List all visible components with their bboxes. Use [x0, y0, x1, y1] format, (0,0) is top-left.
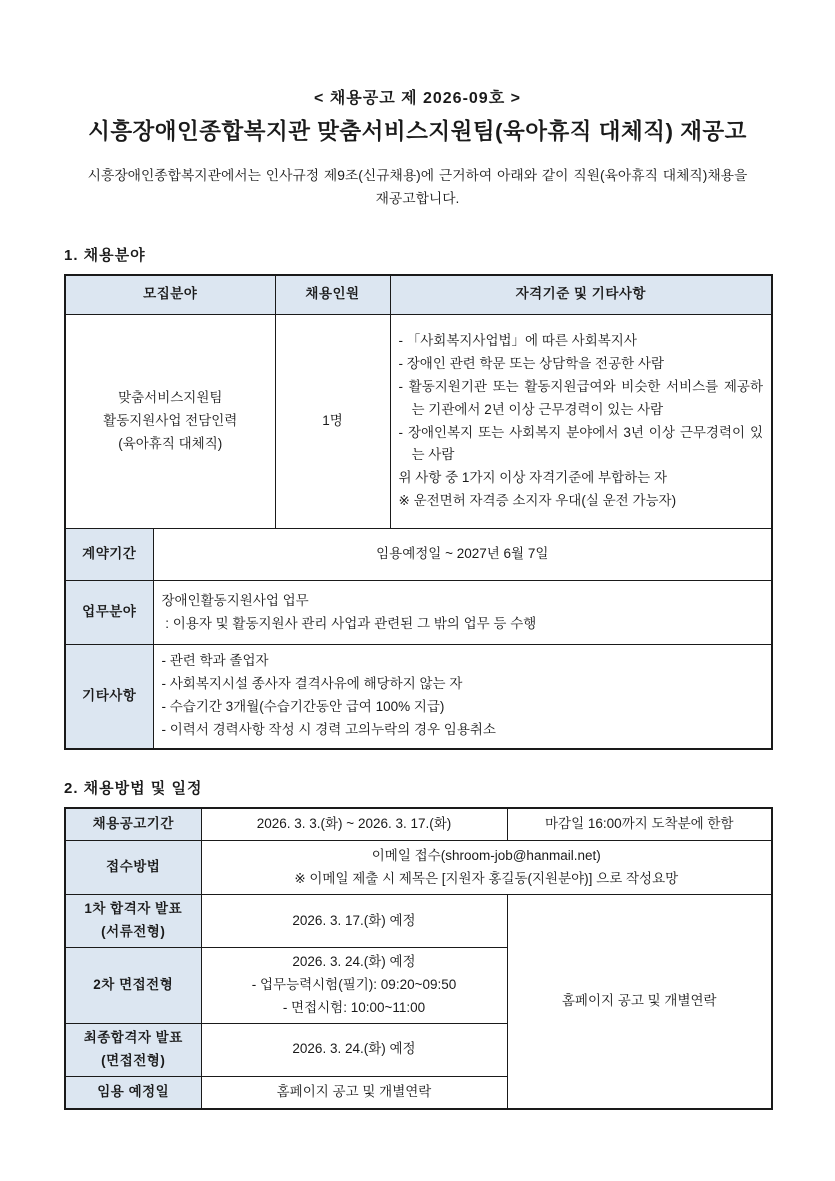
recruitment-table: [64, 274, 773, 750]
position-line: (육아휴직 대체직): [118, 436, 223, 452]
qualification-preference: ※ 운전면허 자격증 소지자 우대(실 운전 가능자): [398, 493, 677, 509]
qualification-item: - 장애인복지 또는 사회복지 분야에서 3년 이상 근무경력이 있는 사람: [398, 424, 764, 463]
other-note-item: - 관련 학과 졸업자: [161, 653, 269, 669]
label-second-interview: 2차 면접전형: [65, 947, 201, 1023]
value-final-result: 2026. 3. 24.(화) 예정: [201, 1023, 507, 1076]
cell-qualifications: [390, 315, 772, 529]
position-line: 활동지원사업 전담인력: [103, 413, 238, 429]
value-apply-method: [201, 841, 772, 895]
label-duty-field: 업무분야: [65, 581, 153, 645]
label-first-result: [65, 895, 201, 948]
other-note-item: - 수습기간 3개월(수습기간동안 급여 100% 지급): [161, 699, 445, 715]
final-result-label-line: 최종합격자 발표: [83, 1029, 183, 1045]
second-interview-line: 2026. 3. 24.(화) 예정: [292, 954, 416, 970]
header-cell-qualifications: 자격기준 및 기타사항: [390, 275, 772, 315]
position-line: 맞춤서비스지원팀: [118, 390, 223, 406]
value-contract-period: 임용예정일 ~ 2027년 6월 7일: [153, 529, 772, 581]
apply-method-line: 이메일 접수(shroom-job@hanmail.net): [371, 847, 601, 863]
label-appointment-date: 임용 예정일: [65, 1076, 201, 1109]
section-heading-recruitment-field: 1. 채용분야: [64, 246, 146, 264]
duty-line: 장애인활동지원사업 업무: [161, 592, 309, 608]
other-note-item: - 이력서 경력사항 작성 시 경력 고의누락의 경우 임용취소: [161, 722, 496, 738]
cell-contact-method: 홈페이지 공고 및 개별연락: [507, 895, 772, 1110]
final-result-label-sub: (면접전형): [101, 1052, 166, 1068]
value-appointment-date: 홈페이지 공고 및 개별연락: [201, 1076, 507, 1109]
notice-period-row: [65, 808, 772, 841]
apply-method-line: ※ 이메일 제출 시 제목은 [지원자 홍길동(지원분야)] 으로 작성요망: [294, 870, 679, 886]
intro-paragraph: 시흥장애인종합복지관에서는 인사규정 제9조(신규채용)에 근거하여 아래와 같이 직원(육아휴직 대체직)채용을 재공고합니다.: [87, 167, 748, 206]
label-contract-period: 계약기간: [65, 529, 153, 581]
note-deadline: 마감일 16:00까지 도착분에 한함: [507, 808, 772, 841]
qualification-item: - 「사회복지사업법」에 따른 사회복지사: [398, 332, 637, 348]
duty-line: : 이용자 및 활동지원사 관리 사업과 관련된 그 밖의 업무 등 수행: [161, 615, 537, 631]
label-other-notes: 기타사항: [65, 645, 153, 749]
header-cell-headcount: 채용인원: [275, 275, 390, 315]
cell-position: [65, 315, 275, 529]
value-first-result: 2026. 3. 17.(화) 예정: [201, 895, 507, 948]
section-heading-schedule: 2. 채용방법 및 일정: [64, 779, 203, 797]
recruitment-detail-row: [65, 315, 772, 529]
qualification-item: - 장애인 관련 학문 또는 상담학을 전공한 사람: [398, 355, 665, 371]
qualification-item: - 활동지원기관 또는 활동지원급여와 비슷한 서비스를 제공하는 기관에서 2년 이상 근무경력이 있는 사람: [398, 378, 764, 417]
other-notes-row: [65, 645, 772, 749]
other-note-item: - 사회복지시설 종사자 결격사유에 해당하지 않는 자: [161, 676, 463, 692]
second-interview-line: - 면접시험: 10:00~11:00: [282, 999, 426, 1015]
document-title: 시흥장애인종합복지관 맞춤서비스지원팀(육아휴직 대체직) 재공고: [88, 119, 747, 145]
cell-headcount: 1명: [275, 315, 390, 529]
qualification-note: 위 사항 중 1가지 이상 자격기준에 부합하는 자: [398, 470, 668, 486]
value-notice-period: 2026. 3. 3.(화) ~ 2026. 3. 17.(화): [201, 808, 507, 841]
contract-period-row: [65, 529, 772, 581]
apply-method-row: [65, 841, 772, 895]
first-result-label-sub: (서류전형): [101, 923, 166, 939]
value-duty-field: [153, 581, 772, 645]
second-interview-line: - 업무능력시험(필기): 09:20~09:50: [251, 976, 457, 992]
label-notice-period: 채용공고기간: [65, 808, 201, 841]
notice-number: < 채용공고 제 2026-09호 >: [314, 90, 521, 107]
first-result-row: [65, 895, 772, 948]
schedule-table: [64, 807, 773, 1111]
recruitment-header-row: [65, 275, 772, 315]
label-apply-method: 접수방법: [65, 841, 201, 895]
first-result-label-line: 1차 합격자 발표: [84, 901, 183, 917]
header-cell-position: 모집분야: [65, 275, 275, 315]
value-other-notes: [153, 645, 772, 749]
label-final-result: [65, 1023, 201, 1076]
duty-field-row: [65, 581, 772, 645]
value-second-interview: [201, 947, 507, 1023]
